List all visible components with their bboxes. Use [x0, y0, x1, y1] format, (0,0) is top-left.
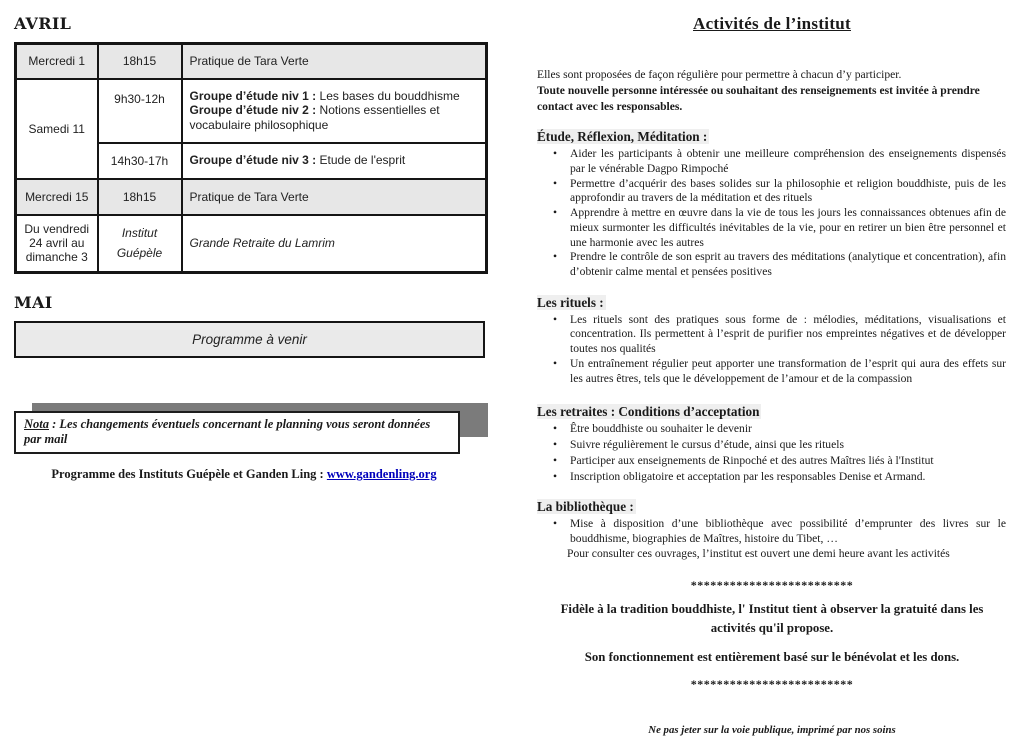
nota-label: Nota	[24, 417, 49, 431]
closing-statement-1: Fidèle à la tradition bouddhiste, l' Institut tient à observer la gratuité dans les activités qu'il propose.	[560, 602, 984, 635]
table-row	[16, 215, 487, 273]
nota-container	[14, 411, 460, 454]
list-item: • Les rituels sont des pratiques sous forme de : mélodies, méditations, visualisations et concentration. Ils permettent à l’esprit de purifier nos empreintes négatives et de développer toutes nos qualités	[537, 313, 1007, 357]
gandenling-link[interactable]: www.gandenling.org	[326, 467, 437, 481]
list-item: • Un entraînement régulier peut apporter une transformation de l’esprit qui aura des effets sur les autres êtres, tels que le développement de l’amour et de la compassion	[537, 357, 1007, 386]
etude-bullet-list	[537, 147, 1007, 279]
separator-stars: *************************	[690, 676, 854, 691]
intro-bold-line: Toute nouvelle personne intéressée ou souhaitant des renseignements est invitée à prendre contact avec les responsables.	[537, 83, 980, 113]
schedule-time: 18h15	[98, 179, 182, 215]
may-program-box	[14, 321, 485, 358]
may-heading: MAI	[14, 293, 53, 312]
schedule-time: 18h15	[98, 44, 182, 79]
section-heading-retraites: Les retraites : Conditions d’acceptation	[537, 404, 760, 420]
schedule-activity	[182, 79, 487, 143]
right-column	[537, 14, 1007, 736]
retraites-bullet-list	[537, 422, 1007, 484]
closing-statement-2: Son fonctionnement est entièrement basé sur le bénévolat et les dons.	[584, 649, 960, 664]
left-column	[14, 14, 485, 482]
schedule-day: Du vendredi 24 avril au dimanche 3	[16, 215, 98, 273]
schedule-day: Mercredi 1	[16, 44, 98, 79]
table-row	[16, 179, 487, 215]
table-row	[16, 44, 487, 79]
schedule-activity	[182, 143, 487, 179]
schedule-activity: Pratique de Tara Verte	[182, 179, 487, 215]
schedule-day: Samedi 11	[16, 79, 98, 179]
study-group-line: Groupe d’étude niv 2 : Notions essentielles et vocabulaire philosophique	[189, 103, 440, 132]
list-item: • Permettre d’acquérir des bases solides sur la philosophie et religion bouddhiste, puis de les approfondir au travers de la méditation et des rituels	[537, 177, 1007, 206]
list-item: • Être bouddhiste ou souhaiter le devenir	[537, 422, 1007, 437]
rituels-bullet-list	[537, 313, 1007, 387]
list-item: • Apprendre à mettre en œuvre dans la vie de tous les jours les connaissances obtenues afin de mieux surmonter les difficultés inévitables de la vie, pour en retirer un bien être personnel et une harmonie avec les autres	[537, 206, 1007, 250]
list-item: • Participer aux enseignements de Rinpoché et des autres Maîtres liés à l'Institut	[537, 454, 1007, 469]
page-title: Activités de l’institut	[693, 14, 851, 33]
intro-paragraph	[537, 67, 1007, 114]
bibliotheque-bullet-list	[537, 517, 1007, 546]
intro-line: Elles sont proposées de façon régulière pour permettre à chacun d’y participer.	[537, 68, 902, 81]
section-heading-etude: Étude, Réflexion, Méditation :	[537, 129, 708, 145]
section-heading-rituels: Les rituels :	[537, 294, 604, 310]
footer-note: Ne pas jeter sur la voie publique, imprimé par nos soins	[648, 723, 896, 736]
nota-text: : Les changements éventuels concernant le planning vous seront données par mail	[24, 417, 431, 446]
nota-box	[14, 411, 460, 454]
study-group-line: Groupe d’étude niv 1 : Les bases du bouddhisme	[189, 88, 460, 103]
april-schedule-table	[14, 42, 488, 274]
april-heading: AVRIL	[14, 14, 72, 33]
may-program-text: Programme à venir	[192, 332, 307, 347]
schedule-activity: Pratique de Tara Verte	[182, 44, 487, 79]
program-website-line: Programme des Instituts Guépèle et Ganden Ling : www.gandenling.org	[51, 467, 437, 481]
list-item: • Inscription obligatoire et acceptation par les responsables Denise et Armand.	[537, 470, 1007, 485]
schedule-location: Institut Guépèle	[98, 215, 182, 273]
separator-stars: *************************	[690, 578, 854, 593]
schedule-time: 9h30-12h	[98, 79, 182, 143]
section-heading-bibliotheque: La bibliothèque :	[537, 499, 634, 515]
bibliotheque-extra-line: Pour consulter ces ouvrages, l’institut est ouvert une demi heure avant les activités	[567, 546, 950, 560]
list-item: • Suivre régulièrement le cursus d’étude, ainsi que les rituels	[537, 438, 1007, 453]
table-row	[16, 79, 487, 143]
list-item: • Prendre le contrôle de son esprit au travers des méditations (analytique et concentration), afin d’obtenir calme mental et pensées positives	[537, 250, 1007, 279]
schedule-time: 14h30-17h	[98, 143, 182, 179]
schedule-activity: Grande Retraite du Lamrim	[182, 215, 487, 273]
schedule-day: Mercredi 15	[16, 179, 98, 215]
list-item: • Mise à disposition d’une bibliothèque avec possibilité d’emprunter des livres sur le bouddhisme, biographies de Maîtres, histoire du Tibet, …	[537, 517, 1007, 546]
list-item: • Aider les participants à obtenir une meilleure compréhension des enseignements dispensés par le vénérable Dagpo Rimpoché	[537, 147, 1007, 176]
study-group-line: Groupe d’étude niv 3 : Etude de l'esprit	[189, 153, 406, 168]
